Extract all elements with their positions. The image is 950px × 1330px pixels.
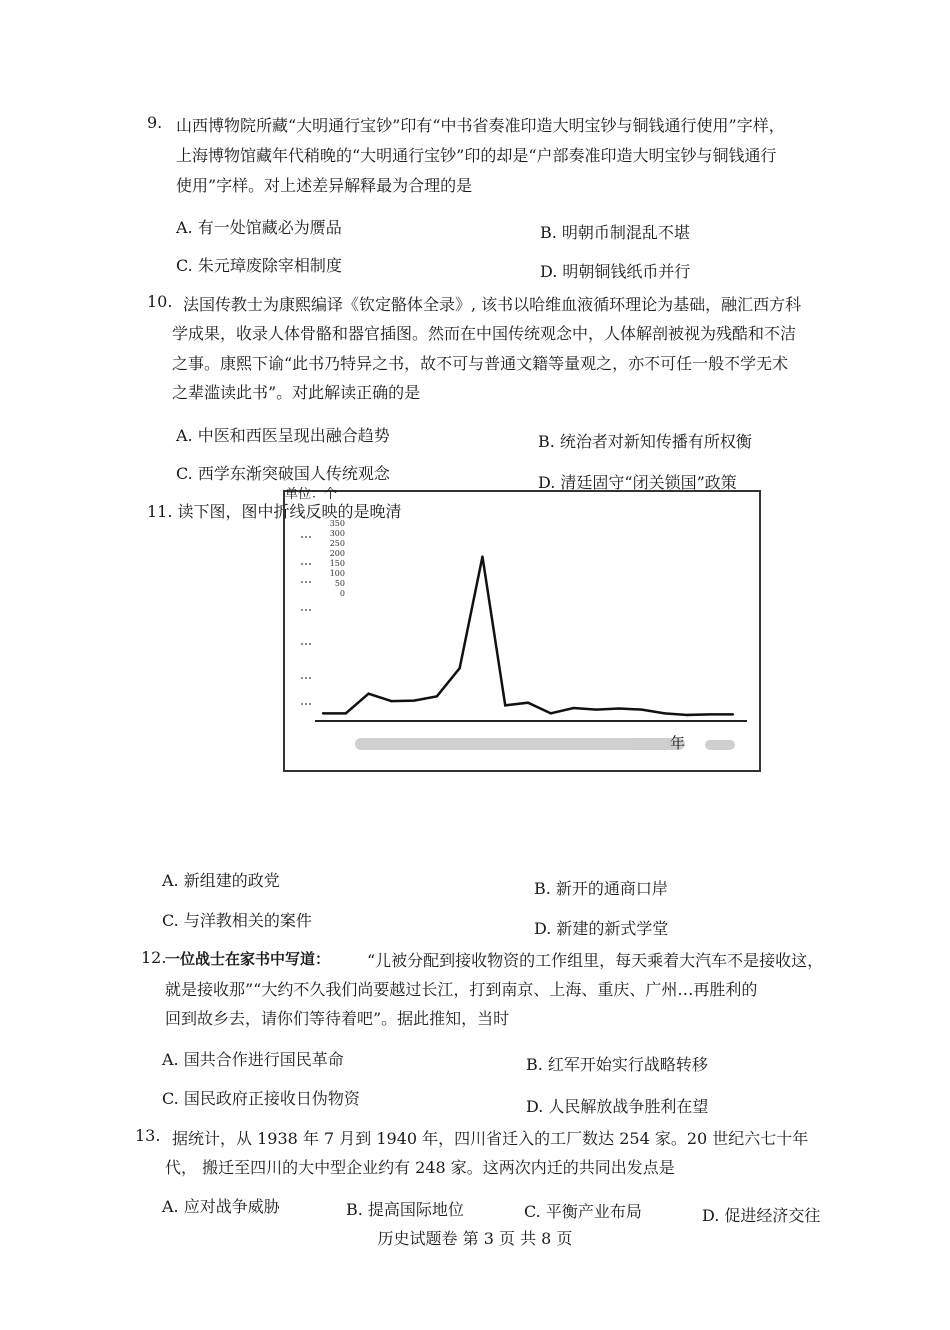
y-tick-label: 300	[329, 529, 345, 538]
option-c[interactable]: C. 西学东渐突破国人传统观念	[176, 464, 390, 483]
question-line: 回到故乡去，请你们等待着吧”。据此推知，当时	[165, 1009, 510, 1028]
data-point	[618, 707, 620, 709]
option-b[interactable]: B. 明朝币制混乱不堪	[540, 223, 690, 242]
option-b[interactable]: B. 统治者对新知传播有所权衡	[538, 432, 752, 451]
option-b[interactable]: B. 新开的通商口岸	[534, 879, 668, 898]
data-point	[367, 692, 369, 694]
y-tick-label: 0	[339, 589, 345, 598]
data-point	[663, 712, 665, 714]
page-footer: 历史试题卷 第 3 页 共 8 页	[377, 1229, 573, 1248]
question-11-stem: 11. 读下图，图中折线反映的是晚清	[147, 502, 402, 521]
option-a[interactable]: A. 应对战争威胁	[162, 1197, 280, 1216]
question-line: 学成果，收录人体骨骼和器官插图。然而在中国传统观念中，人体解剖被视为残酷和不洁	[172, 324, 797, 343]
data-point	[732, 713, 734, 715]
data-point	[458, 667, 460, 669]
data-point	[550, 712, 552, 714]
x-axis-label: 年	[670, 734, 686, 752]
question-line: 之辈滥读此书”。对此解读正确的是	[172, 383, 421, 402]
option-c[interactable]: C. 朱元璋废除宰相制度	[176, 256, 342, 275]
y-tick-label: 150	[329, 559, 345, 568]
question-line: 据统计，从 1938 年 7 月到 1940 年，四川省迁入的工厂数达 254 家。20 世纪六七十年	[172, 1129, 809, 1148]
y-tick-label: 50	[334, 579, 345, 588]
option-d[interactable]: D. 明朝铜钱纸币并行	[540, 262, 691, 281]
option-d[interactable]: D. 人民解放战争胜利在望	[526, 1097, 709, 1116]
data-point	[345, 712, 347, 714]
question-number: 9.	[147, 113, 163, 132]
option-c[interactable]: C. 与洋教相关的案件	[162, 911, 312, 930]
option-a[interactable]: A. 中医和西医呈现出融合趋势	[176, 426, 390, 445]
y-tick-label: 350	[329, 519, 345, 528]
y-axis-label: 单位：个	[285, 487, 338, 502]
series-line	[323, 557, 733, 715]
question-line: 就是接收那”“大约不久我们尚要越过长江，打到南京、上海、重庆、广州…再胜利的	[165, 980, 758, 999]
data-point	[413, 699, 415, 701]
y-tick-label: 200	[329, 549, 345, 558]
option-b[interactable]: B. 提高国际地位	[346, 1200, 464, 1219]
data-point	[709, 713, 711, 715]
data-point	[436, 695, 438, 697]
data-point	[527, 702, 529, 704]
option-b[interactable]: B. 红军开始实行战略转移	[526, 1055, 708, 1074]
question-number: 13.	[135, 1126, 161, 1145]
option-c[interactable]: C. 平衡产业布局	[524, 1202, 642, 1221]
data-point	[641, 708, 643, 710]
option-a[interactable]: A. 有一处馆藏必为赝品	[176, 218, 342, 237]
line-chart	[283, 487, 761, 772]
data-point	[481, 555, 483, 557]
data-point	[686, 714, 688, 716]
chart-canvas	[285, 492, 759, 770]
option-a[interactable]: A. 国共合作进行国民革命	[162, 1050, 344, 1069]
option-d[interactable]: D. 新建的新式学堂	[534, 919, 669, 938]
question-number: 10.	[147, 292, 173, 311]
question-line: 山西博物院所藏“大明通行宝钞”印有“中书省奏准印造大明宝钞与铜钱通行使用”字样，	[176, 116, 785, 135]
data-point	[572, 707, 574, 709]
question-line: 法国传教士为康熙编译《钦定骼体全录》, 该书以哈维血液循环理论为基础，融汇西方科	[183, 295, 802, 314]
question-line: 代， 搬迁至四川的大中型企业约有 248 家。这两次内迁的共同出发点是	[165, 1158, 675, 1177]
question-line: 上海博物馆藏年代稍晚的“大明通行宝钞”印的却是“户部奏准印造大明宝钞与铜钱通行	[176, 146, 777, 165]
option-d[interactable]: D. 清廷固守“闭关锁国”政策	[538, 473, 737, 492]
data-point	[322, 712, 324, 714]
data-point	[504, 704, 506, 706]
option-d[interactable]: D. 促进经济交往	[702, 1206, 821, 1225]
option-c[interactable]: C. 国民政府正接收日伪物资	[162, 1089, 360, 1108]
question-line: 之事。康熙下谕“此书乃特异之书，故不可与普通文籍等量观之，亦不可任一般不学无术	[172, 354, 789, 373]
y-tick-label: 250	[329, 539, 345, 548]
question-number: 12.	[141, 948, 167, 967]
question-line: “儿被分配到接收物资的工作组里，每天乘着大汽车不是接收这，	[367, 951, 824, 970]
question-lead: 一位战士在家书中写道：	[165, 950, 331, 968]
question-line: 使用”字样。对上述差异解释最为合理的是	[176, 176, 473, 195]
y-tick-label: 100	[329, 569, 345, 578]
option-a[interactable]: A. 新组建的政党	[162, 871, 280, 890]
data-point	[595, 708, 597, 710]
data-point	[390, 700, 392, 702]
